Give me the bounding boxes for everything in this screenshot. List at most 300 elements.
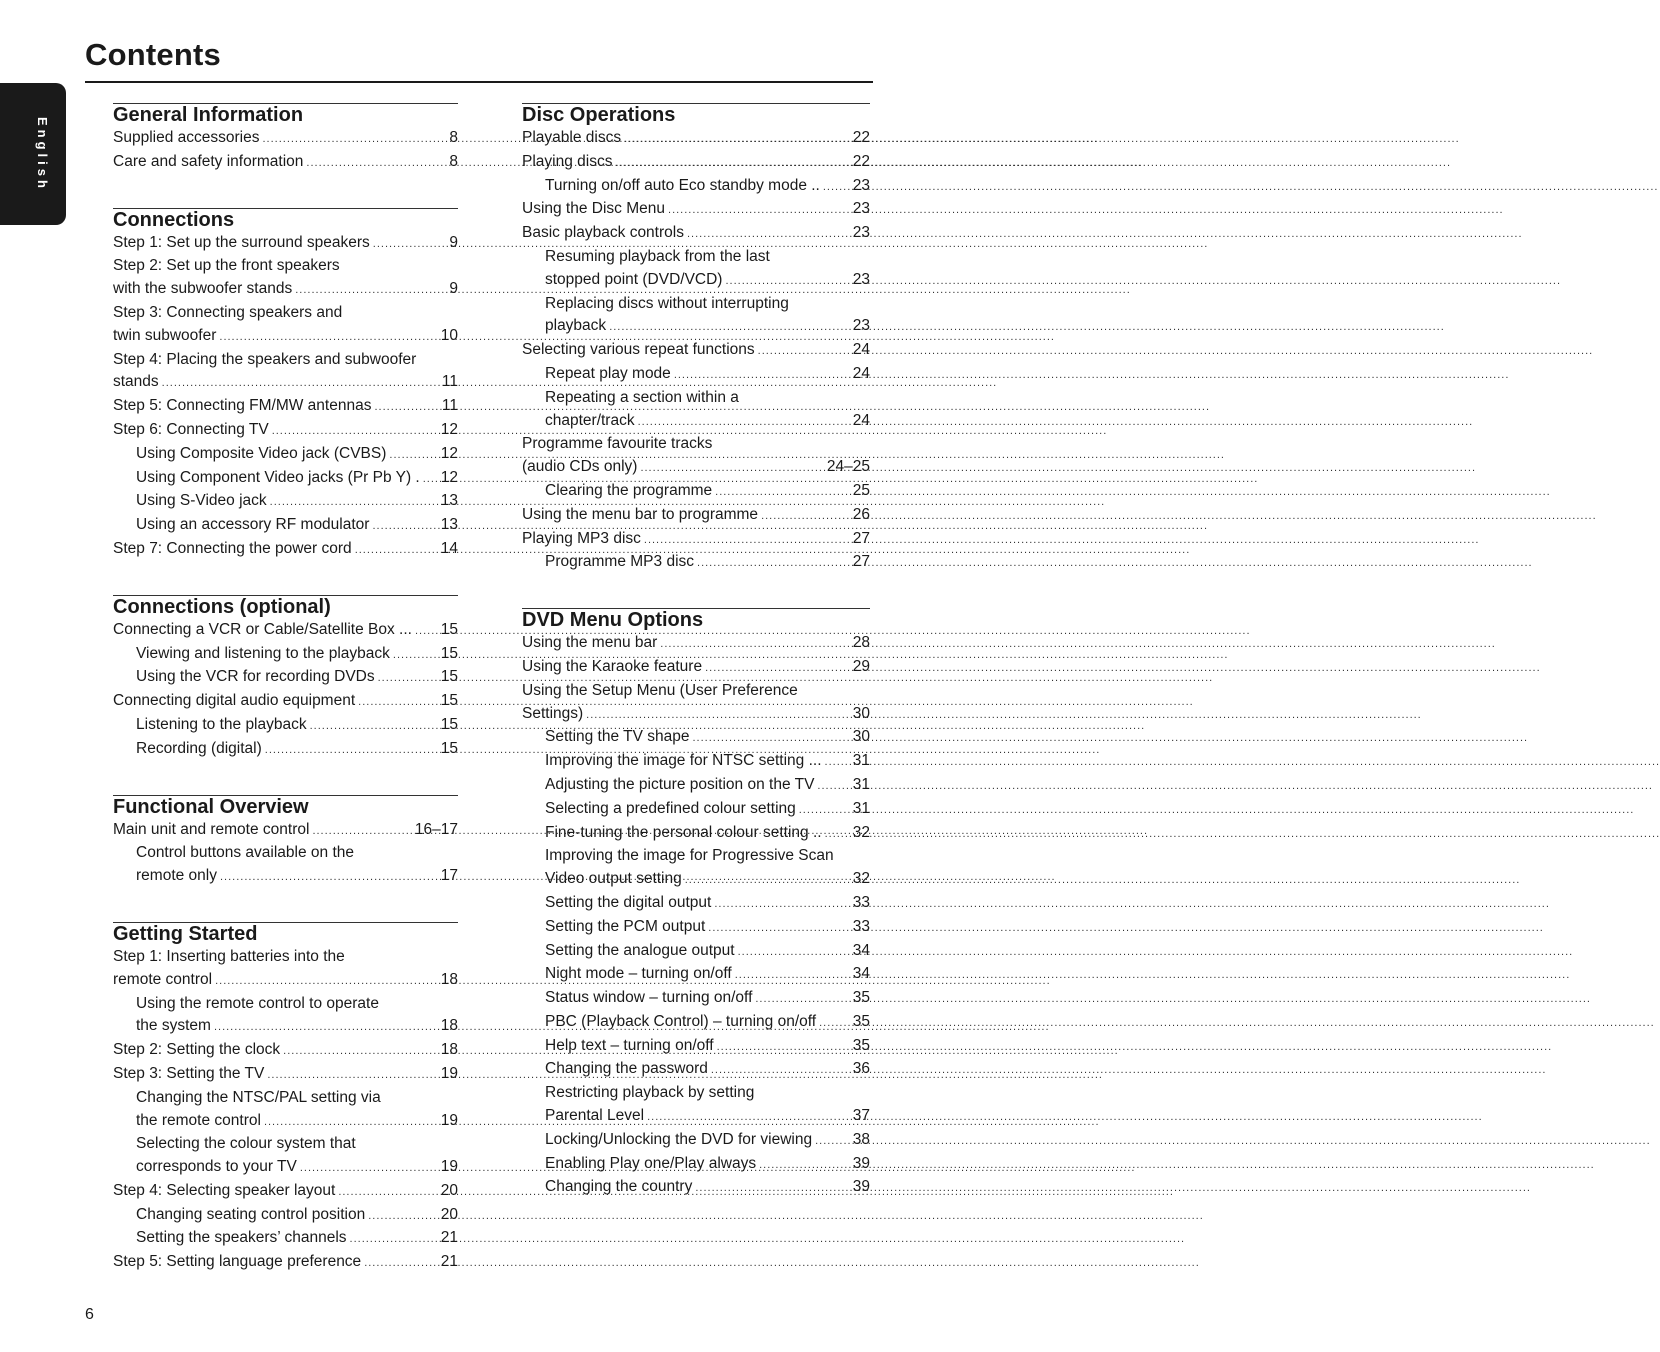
dot-leader — [695, 1177, 849, 1200]
dot-leader — [267, 1064, 437, 1087]
dot-leader — [219, 326, 437, 349]
dot-leader — [815, 1130, 850, 1153]
toc-entry — [522, 940, 870, 964]
dot-leader — [758, 340, 850, 363]
toc-entry-page: 13 — [440, 492, 458, 510]
dot-leader — [717, 1036, 850, 1059]
toc-entry — [522, 1176, 870, 1200]
toc-entry-page: 23 — [852, 200, 870, 218]
toc-entry — [522, 127, 870, 151]
toc-entry-page: 16–17 — [414, 820, 458, 838]
toc-entry-text: Changing the password — [545, 1060, 708, 1078]
toc-entry — [522, 1035, 870, 1059]
toc-entry-text: Repeating a section within a — [545, 388, 739, 406]
toc-entry-text: Using the remote control to operate — [136, 994, 379, 1012]
toc-entry — [113, 619, 458, 643]
dot-leader — [638, 411, 850, 434]
page-number: 6 — [85, 1306, 94, 1323]
toc-entry — [113, 1110, 458, 1134]
dot-leader — [759, 1154, 850, 1177]
toc-entry — [113, 538, 458, 562]
toc-entry-page: 12 — [440, 444, 458, 462]
toc-entry-page: 8 — [449, 129, 458, 146]
toc-entry-list — [522, 127, 870, 575]
dot-leader — [697, 552, 850, 575]
toc-entry-text: Selecting a predefined colour setting — [545, 799, 796, 817]
toc-entry-page: 27 — [852, 529, 870, 547]
toc-entry-page: 38 — [852, 1130, 870, 1148]
toc-entry-text: Step 6: Connecting TV — [113, 420, 269, 438]
toc-entry-text: Using Component Video jacks (Pr Pb Y) . — [136, 468, 420, 486]
dot-leader — [264, 1111, 438, 1134]
toc-entry-text: Repeat play mode — [545, 364, 671, 382]
toc-entry — [522, 222, 870, 246]
dot-leader — [378, 667, 438, 690]
toc-entry-page: 25 — [852, 481, 870, 499]
toc-entry-page: 14 — [440, 539, 458, 557]
toc-entry-page: 11 — [441, 397, 458, 415]
toc-entry-list — [113, 946, 458, 1275]
toc-entry-text: Selecting the colour system that — [136, 1135, 356, 1153]
dot-leader — [586, 704, 850, 727]
toc-entry-text: Control buttons available on the — [136, 844, 355, 862]
toc-entry — [522, 798, 870, 822]
toc-entry-text: Using Composite Video jack (CVBS) — [136, 444, 387, 462]
dot-leader — [262, 128, 446, 151]
toc-entry-page: 35 — [852, 1012, 870, 1030]
language-tab — [0, 83, 66, 225]
toc-entry-text: Replacing discs without interrupting — [545, 294, 789, 312]
dot-leader — [162, 372, 439, 395]
toc-entry — [113, 1204, 458, 1228]
section-heading: DVD Menu Options — [522, 609, 704, 632]
toc-entry-text: Setting the digital output — [545, 893, 712, 911]
toc-entry-text: Using the VCR for recording DVDs — [136, 668, 375, 686]
toc-entry — [522, 774, 870, 798]
toc-entry-page: 23 — [852, 224, 870, 242]
toc-entry — [113, 842, 458, 865]
toc-entry — [113, 946, 458, 969]
toc-entry-text: Programme MP3 disc — [545, 553, 695, 571]
dot-leader — [687, 223, 850, 246]
toc-entry-text: Playing discs — [522, 152, 613, 170]
toc-entry-page: 39 — [852, 1178, 870, 1196]
toc-entry-text: Step 3: Connecting speakers and — [113, 303, 343, 321]
toc-entry-text: Adjusting the picture position on the TV — [545, 775, 815, 793]
toc-entry-text: PBC (Playback Control) – turning on/off — [545, 1012, 817, 1030]
dot-leader — [220, 866, 438, 889]
dot-leader — [647, 1106, 850, 1129]
toc-entry — [522, 680, 870, 703]
toc-entry — [522, 822, 870, 846]
toc-entry-list — [113, 619, 458, 762]
toc-entry — [522, 387, 870, 410]
dot-leader — [423, 468, 438, 491]
toc-entry — [113, 232, 458, 256]
toc-entry-text: (audio CDs only) — [522, 458, 638, 476]
toc-entry — [522, 151, 870, 175]
toc-entry — [522, 363, 870, 387]
dot-leader — [609, 316, 850, 339]
toc-entry — [522, 246, 870, 269]
toc-entry — [522, 656, 870, 680]
toc-entry-list — [522, 632, 870, 1200]
dot-leader — [415, 620, 438, 643]
dot-leader — [823, 176, 850, 199]
toc-entry-text: Changing seating control position — [136, 1205, 366, 1223]
dot-leader — [312, 820, 411, 843]
toc-section — [113, 795, 458, 889]
toc-entry-text: Settings) — [522, 704, 584, 722]
dot-leader — [373, 233, 447, 256]
toc-entry-text: Status window – turning on/off — [545, 989, 753, 1007]
toc-entry — [113, 278, 458, 302]
dot-leader — [825, 823, 850, 846]
toc-entry-text: Parental Level — [545, 1107, 645, 1125]
toc-column-right — [522, 103, 870, 1233]
toc-section — [522, 608, 870, 1200]
toc-entry-page: 33 — [852, 917, 870, 935]
toc-entry-page: 15 — [440, 715, 458, 733]
dot-leader — [389, 444, 437, 467]
dot-leader — [624, 128, 850, 151]
toc-entry-page: 32 — [852, 823, 870, 841]
toc-section — [113, 208, 458, 562]
toc-entry-text: Setting the PCM output — [545, 917, 706, 935]
toc-entry-text: Using S-Video jack — [136, 492, 267, 510]
toc-entry-page: 10 — [440, 326, 458, 344]
toc-entry-text: Turning on/off auto Eco standby mode .. — [545, 176, 820, 194]
toc-entry — [522, 1105, 870, 1129]
toc-entry — [522, 750, 870, 774]
toc-entry-page: 34 — [852, 941, 870, 959]
toc-entry — [522, 916, 870, 940]
toc-entry-text: Programme favourite tracks — [522, 435, 713, 453]
toc-entry — [522, 339, 870, 363]
toc-entry — [113, 419, 458, 443]
dot-leader — [364, 1252, 438, 1275]
toc-entry-text: twin subwoofer — [113, 326, 217, 344]
toc-entry — [522, 1153, 870, 1177]
toc-entry — [522, 528, 870, 552]
toc-entry — [113, 643, 458, 667]
toc-entry — [113, 1180, 458, 1204]
dot-leader — [310, 715, 438, 738]
toc-entry — [113, 371, 458, 395]
title-rule — [85, 81, 873, 83]
toc-entry-page: 27 — [852, 553, 870, 571]
toc-entry-text: Care and safety information — [113, 152, 304, 170]
toc-entry — [522, 433, 870, 456]
dot-leader — [214, 1016, 438, 1039]
toc-entry — [522, 410, 870, 434]
toc-entry — [522, 703, 870, 727]
section-heading: Connections (optional) — [113, 595, 331, 618]
dot-leader — [705, 657, 850, 680]
toc-entry — [113, 1251, 458, 1275]
dot-leader — [755, 988, 849, 1011]
toc-entry-text: Improving the image for Progressive Scan — [545, 847, 834, 865]
toc-entry — [522, 632, 870, 656]
toc-entry — [522, 551, 870, 575]
toc-entry — [113, 819, 458, 843]
toc-entry-list — [113, 232, 458, 562]
toc-entry-text: Changing the country — [545, 1178, 693, 1196]
dot-leader — [714, 893, 849, 916]
toc-entry-text: Selecting various repeat functions — [522, 341, 755, 359]
toc-entry — [522, 845, 870, 868]
dot-leader — [215, 970, 438, 993]
toc-entry-text: Supplied accessories — [113, 129, 260, 146]
toc-entry — [113, 490, 458, 514]
dot-leader — [711, 1059, 850, 1082]
toc-entry-text: stands — [113, 373, 159, 391]
dot-leader — [668, 199, 850, 222]
toc-entry-page: 12 — [440, 468, 458, 486]
toc-entry-text: Improving the image for NTSC setting ... — [545, 752, 822, 770]
dot-leader — [358, 691, 438, 714]
section-heading: Connections — [113, 208, 235, 231]
page-title: Contents — [85, 37, 221, 72]
toc-entry-page: 34 — [852, 965, 870, 983]
toc-entry-text: Changing the NTSC/PAL setting via — [136, 1088, 381, 1106]
toc-entry-text: chapter/track — [545, 411, 635, 429]
toc-entry-text: Locking/Unlocking the DVD for viewing — [545, 1130, 813, 1148]
toc-entry — [113, 127, 458, 151]
dot-leader — [799, 799, 850, 822]
toc-entry-text: Night mode – turning on/off — [545, 965, 732, 983]
section-heading: Functional Overview — [113, 795, 309, 818]
dot-leader — [819, 1012, 850, 1035]
dot-leader — [615, 152, 849, 175]
toc-entry-page: 31 — [852, 775, 870, 793]
toc-entry-page: 23 — [852, 176, 870, 194]
toc-entry-page: 20 — [440, 1205, 458, 1223]
toc-entry-page: 31 — [852, 799, 870, 817]
toc-entry-list — [113, 819, 458, 889]
dot-leader — [735, 964, 850, 987]
toc-entry-text: Step 1: Inserting batteries into the — [113, 947, 345, 965]
toc-entry-page: 9 — [449, 233, 458, 251]
toc-entry-page: 15 — [440, 692, 458, 710]
toc-entry — [522, 1011, 870, 1035]
toc-entry-page: 9 — [449, 280, 458, 298]
toc-entry-text: with the subwoofer stands — [113, 280, 293, 298]
toc-entry — [522, 1082, 870, 1105]
toc-entry-text: Main unit and remote control — [113, 820, 310, 838]
toc-entry-page: 17 — [440, 867, 458, 885]
toc-entry-text: the system — [136, 1017, 211, 1035]
toc-column-left — [113, 103, 458, 1308]
toc-entry — [522, 175, 870, 199]
dot-leader — [306, 152, 446, 175]
toc-entry — [113, 865, 458, 889]
toc-entry — [113, 714, 458, 738]
toc-entry-text: Fine-tuning the personal colour setting .. — [545, 823, 822, 841]
dot-leader — [825, 751, 850, 774]
section-heading: Getting Started — [113, 922, 258, 945]
toc-entry-text: Playable discs — [522, 129, 622, 146]
dot-leader — [368, 1205, 438, 1228]
toc-section — [522, 103, 870, 575]
toc-entry-text: Step 1: Set up the surround speakers — [113, 233, 370, 251]
toc-entry — [113, 1063, 458, 1087]
dot-leader — [350, 1228, 438, 1251]
toc-entry-page: 29 — [852, 657, 870, 675]
dot-leader — [685, 869, 850, 892]
toc-entry — [113, 1087, 458, 1110]
toc-entry — [522, 1058, 870, 1082]
dot-leader — [272, 420, 438, 443]
toc-entry-page: 32 — [852, 870, 870, 888]
toc-entry — [522, 892, 870, 916]
toc-entry — [113, 738, 458, 762]
toc-entry-text: Step 7: Connecting the power cord — [113, 539, 352, 557]
dot-leader — [270, 491, 438, 514]
toc-entry-text: Using the Karaoke feature — [522, 657, 703, 675]
toc-entry-text: Step 3: Setting the TV — [113, 1064, 265, 1082]
toc-entry-page: 13 — [440, 516, 458, 534]
toc-entry — [522, 1129, 870, 1153]
toc-entry-text: Using the Disc Menu — [522, 200, 666, 218]
toc-entry — [522, 293, 870, 316]
toc-entry-page: 19 — [440, 1064, 458, 1082]
toc-section — [113, 103, 458, 175]
toc-entry-page: 24 — [852, 364, 870, 382]
toc-entry — [522, 269, 870, 293]
toc-entry-text: Recording (digital) — [136, 739, 262, 757]
toc-entry-page: 37 — [852, 1107, 870, 1125]
toc-entry-text: Video output setting — [545, 870, 682, 888]
toc-entry — [522, 198, 870, 222]
toc-entry-text: corresponds to your TV — [136, 1158, 297, 1176]
dot-leader — [761, 505, 850, 528]
toc-entry-text: Listening to the playback — [136, 715, 307, 733]
toc-entry-page: 36 — [852, 1060, 870, 1078]
toc-entry-text: Using the Setup Menu (User Preference — [522, 681, 798, 699]
toc-entry-text: stopped point (DVD/VCD) — [545, 270, 723, 288]
toc-entry-page: 21 — [440, 1229, 458, 1247]
toc-entry-text: Playing MP3 disc — [522, 529, 641, 547]
toc-entry — [113, 349, 458, 372]
toc-entry — [522, 456, 870, 480]
toc-entry-page: 21 — [440, 1253, 458, 1271]
dot-leader — [338, 1181, 437, 1204]
toc-entry — [113, 1039, 458, 1063]
toc-entry — [113, 1156, 458, 1180]
toc-entry-page: 35 — [852, 1036, 870, 1054]
toc-entry — [113, 395, 458, 419]
toc-entry-page: 18 — [440, 1041, 458, 1059]
toc-entry-text: playback — [545, 317, 607, 335]
toc-entry-text: Using an accessory RF modulator — [136, 516, 370, 534]
toc-entry — [113, 514, 458, 538]
dot-leader — [708, 917, 849, 940]
toc-entry-page: 15 — [440, 620, 458, 638]
toc-entry-page: 22 — [852, 129, 870, 146]
toc-entry-page: 19 — [440, 1158, 458, 1176]
toc-entry-page: 33 — [852, 893, 870, 911]
toc-entry — [522, 480, 870, 504]
toc-entry-page: 39 — [852, 1154, 870, 1172]
toc-entry-page: 28 — [852, 634, 870, 652]
toc-entry — [113, 325, 458, 349]
toc-entry-text: Step 4: Selecting speaker layout — [113, 1181, 336, 1199]
toc-entry-text: Step 5: Connecting FM/MW antennas — [113, 397, 372, 415]
toc-entry — [522, 315, 870, 339]
toc-entry-page: 18 — [440, 970, 458, 988]
section-heading: General Information — [113, 104, 304, 126]
toc-entry-text: the remote control — [136, 1111, 261, 1129]
toc-entry-text: remote control — [113, 970, 213, 988]
toc-entry-text: Step 2: Setting the clock — [113, 1041, 281, 1059]
toc-entry-text: Connecting digital audio equipment — [113, 692, 356, 710]
toc-entry-text: Resuming playback from the last — [545, 247, 770, 265]
toc-entry-text: Step 5: Setting language preference — [113, 1253, 362, 1271]
toc-entry-page: 24–25 — [826, 458, 870, 476]
toc-entry-page: 23 — [852, 270, 870, 288]
toc-entry-text: Basic playback controls — [522, 224, 684, 242]
toc-entry-text: Setting the speakers’ channels — [136, 1229, 347, 1247]
toc-entry — [113, 993, 458, 1016]
toc-entry — [522, 504, 870, 528]
toc-entry-text: Viewing and listening to the playback — [136, 644, 390, 662]
toc-entry — [522, 987, 870, 1011]
toc-entry — [113, 443, 458, 467]
dot-leader — [674, 364, 850, 387]
dot-leader — [660, 633, 849, 656]
toc-entry — [522, 868, 870, 892]
toc-entry-text: remote only — [136, 867, 217, 885]
toc-entry-page: 26 — [852, 505, 870, 523]
toc-entry — [113, 255, 458, 278]
toc-entry-page: 35 — [852, 989, 870, 1007]
toc-entry-page: 15 — [440, 644, 458, 662]
dot-leader — [374, 396, 438, 419]
toc-entry — [113, 151, 458, 175]
toc-entry-page: 12 — [440, 420, 458, 438]
dot-leader — [393, 644, 438, 667]
toc-entry — [113, 1227, 458, 1251]
toc-entry-page: 19 — [440, 1111, 458, 1129]
toc-entry-text: Step 4: Placing the speakers and subwoofer — [113, 350, 417, 368]
toc-entry-page: 30 — [852, 728, 870, 746]
dot-leader — [725, 270, 849, 293]
toc-entry-text: Using the menu bar to programme — [522, 505, 759, 523]
toc-entry-text: Setting the analogue output — [545, 941, 735, 959]
toc-entry — [522, 726, 870, 750]
toc-section — [113, 595, 458, 762]
toc-entry — [522, 963, 870, 987]
toc-entry — [113, 1133, 458, 1156]
toc-entry-page: 11 — [441, 373, 458, 391]
toc-entry-text: Restricting playback by setting — [545, 1084, 755, 1102]
dot-leader — [817, 775, 849, 798]
toc-entry-page: 30 — [852, 704, 870, 722]
toc-entry-text: Enabling Play one/Play always — [545, 1154, 757, 1172]
toc-entry — [113, 467, 458, 491]
toc-entry-page: 15 — [440, 668, 458, 686]
dot-leader — [738, 941, 850, 964]
toc-entry-page: 23 — [852, 317, 870, 335]
toc-entry — [113, 969, 458, 993]
toc-entry-page: 31 — [852, 752, 870, 770]
toc-entry-text: Step 2: Set up the front speakers — [113, 257, 340, 275]
toc-entry-text: Clearing the programme — [545, 481, 713, 499]
toc-entry-list — [113, 127, 458, 175]
toc-entry-page: 24 — [852, 341, 870, 359]
dot-leader — [355, 539, 438, 562]
